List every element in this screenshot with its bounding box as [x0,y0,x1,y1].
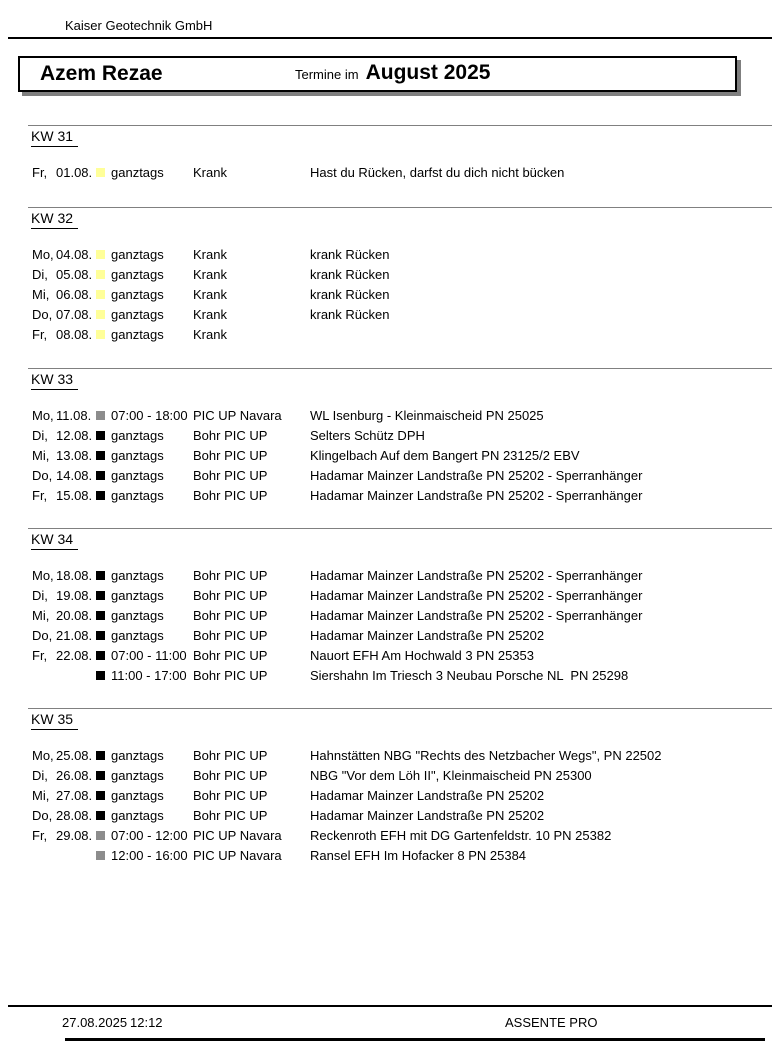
row-day: Mo, [32,747,54,763]
row-type: Bohr PIC UP [193,467,268,483]
appointment-row [0,485,780,505]
week-heading: KW 35 [31,711,78,730]
row-time: ganztags [111,246,164,262]
row-description: Hadamar Mainzer Landstraße PN 25202 [310,787,545,803]
row-day: Fr, [32,326,48,342]
row-date: 29.08. [56,827,93,843]
row-type: PIC UP Navara [193,847,282,863]
appointment-row [0,665,780,685]
header-rule [8,37,772,39]
status-square-icon [96,310,105,319]
row-day: Fr, [32,164,48,180]
appointment-row [0,565,780,585]
row-date: 11.08. [56,407,92,423]
employee-name: Azem Rezae [40,62,163,85]
row-type: Bohr PIC UP [193,747,268,763]
row-type: Bohr PIC UP [193,567,268,583]
status-square-icon [96,491,105,500]
week-heading: KW 34 [31,531,78,550]
row-time: ganztags [111,587,164,603]
status-square-icon [96,851,105,860]
section-divider [28,125,772,126]
status-square-icon [96,411,105,420]
section-divider [28,368,772,369]
row-time: ganztags [111,627,164,643]
title-box [18,56,737,92]
appointment-row [0,244,780,264]
row-description: Hast du Rücken, darfst du dich nicht bücken [310,164,565,180]
row-time: ganztags [111,467,164,483]
row-description: krank Rücken [310,286,390,302]
row-time: 12:00 - 16:00 [111,847,188,863]
row-day: Mo, [32,407,54,423]
row-day: Do, [32,306,53,322]
row-time: ganztags [111,306,164,322]
status-square-icon [96,611,105,620]
status-square-icon [96,631,105,640]
row-type: Bohr PIC UP [193,427,268,443]
row-description: NBG "Vor dem Löh II", Kleinmaischeid PN 25300 [310,767,592,783]
bottom-rule [65,1038,765,1041]
section-divider [28,708,772,709]
row-description: Nauort EFH Am Hochwald 3 PN 25353 [310,647,534,663]
row-date: 08.08. [56,326,93,342]
status-square-icon [96,671,105,680]
status-square-icon [96,250,105,259]
row-time: ganztags [111,286,164,302]
appointment-row [0,425,780,445]
row-day: Mi, [32,286,50,302]
marker-cell [96,591,111,600]
marker-cell [96,290,111,299]
row-description: Hadamar Mainzer Landstraße PN 25202 - Sperranhänger [310,487,643,503]
company-name: Kaiser Geotechnik GmbH [65,18,213,33]
marker-cell [96,270,111,279]
row-date: 26.08. [56,767,93,783]
row-date: 27.08. [56,787,93,803]
row-date: 12.08. [56,427,93,443]
row-day: Mi, [32,447,50,463]
status-square-icon [96,751,105,760]
marker-cell [96,831,111,840]
row-time: ganztags [111,787,164,803]
appointment-row [0,445,780,465]
appointment-rows [0,405,780,505]
row-description: krank Rücken [310,266,390,282]
row-date: 01.08. [56,164,93,180]
row-date: 18.08. [56,567,93,583]
appointment-row [0,284,780,304]
appointment-row [0,264,780,284]
row-time: ganztags [111,487,164,503]
appointment-row [0,162,780,182]
row-date: 25.08. [56,747,93,763]
appointment-row [0,825,780,845]
row-date: 21.08. [56,627,93,643]
appointment-row [0,805,780,825]
status-square-icon [96,471,105,480]
row-time: ganztags [111,567,164,583]
row-day: Di, [32,587,48,603]
marker-cell [96,168,111,177]
row-time: ganztags [111,767,164,783]
row-day: Di, [32,767,48,783]
row-date: 05.08. [56,266,93,282]
row-date: 19.08. [56,587,93,603]
row-day: Fr, [32,647,48,663]
marker-cell [96,611,111,620]
status-square-icon [96,651,105,660]
row-type: Krank [193,286,227,302]
status-square-icon [96,571,105,580]
appointment-row [0,645,780,665]
appointment-row [0,465,780,485]
row-time: 11:00 - 17:00 [111,667,187,683]
section-divider [28,207,772,208]
row-day: Do, [32,627,53,643]
appointment-row [0,605,780,625]
marker-cell [96,571,111,580]
row-description: Hahnstätten NBG "Rechts des Netzbacher Wegs", PN 22502 [310,747,662,763]
row-day: Mo, [32,567,54,583]
row-description: Hadamar Mainzer Landstraße PN 25202 - Sperranhänger [310,567,643,583]
week-heading: KW 32 [31,210,78,229]
row-description: Hadamar Mainzer Landstraße PN 25202 [310,627,545,643]
status-square-icon [96,771,105,780]
marker-cell [96,250,111,259]
status-square-icon [96,168,105,177]
marker-cell [96,411,111,420]
row-day: Mi, [32,607,50,623]
row-day: Mi, [32,787,50,803]
row-description: Selters Schütz DPH [310,427,425,443]
row-time: ganztags [111,747,164,763]
appointment-row [0,625,780,645]
row-description: WL Isenburg - Kleinmaischeid PN 25025 [310,407,544,423]
appointment-row [0,785,780,805]
week-heading: KW 31 [31,128,78,147]
row-time: 07:00 - 12:00 [111,827,188,843]
row-type: Bohr PIC UP [193,607,268,623]
marker-cell [96,330,111,339]
footer-date: 27.08.2025 [62,1015,128,1030]
week-heading: KW 33 [31,371,78,390]
appointment-rows [0,244,780,344]
row-type: Bohr PIC UP [193,807,268,823]
row-date: 13.08. [56,447,93,463]
row-day: Do, [32,467,53,483]
row-day: Di, [32,266,48,282]
row-description: Ransel EFH Im Hofacker 8 PN 25384 [310,847,527,863]
status-square-icon [96,591,105,600]
row-description: Hadamar Mainzer Landstraße PN 25202 - Sperranhänger [310,467,643,483]
appointment-rows [0,565,780,685]
appointment-rows [0,162,780,182]
row-type: Krank [193,326,227,342]
row-time: ganztags [111,807,164,823]
marker-cell [96,851,111,860]
marker-cell [96,631,111,640]
row-date: 22.08. [56,647,93,663]
marker-cell [96,451,111,460]
marker-cell [96,431,111,440]
row-date: 14.08. [56,467,93,483]
status-square-icon [96,791,105,800]
row-time: ganztags [111,326,164,342]
row-date: 20.08. [56,607,93,623]
marker-cell [96,651,111,660]
marker-cell [96,310,111,319]
appointment-row [0,324,780,344]
status-square-icon [96,431,105,440]
appointment-row [0,845,780,865]
status-square-icon [96,831,105,840]
row-description: Hadamar Mainzer Landstraße PN 25202 [310,807,545,823]
status-square-icon [96,290,105,299]
marker-cell [96,771,111,780]
marker-cell [96,791,111,800]
row-description: Hadamar Mainzer Landstraße PN 25202 - Sperranhänger [310,587,643,603]
marker-cell [96,811,111,820]
row-type: Bohr PIC UP [193,587,268,603]
row-type: Krank [193,266,227,282]
appointment-row [0,304,780,324]
row-type: Bohr PIC UP [193,667,268,683]
row-type: Krank [193,306,227,322]
row-type: Bohr PIC UP [193,447,268,463]
row-time: ganztags [111,427,164,443]
title-right [295,61,490,85]
appointment-row [0,745,780,765]
row-day: Di, [32,427,48,443]
row-type: PIC UP Navara [193,407,282,423]
row-day: Fr, [32,827,48,843]
row-type: Bohr PIC UP [193,487,268,503]
row-type: Bohr PIC UP [193,647,268,663]
appointment-rows [0,745,780,865]
row-time: ganztags [111,447,164,463]
row-date: 07.08. [56,306,93,322]
marker-cell [96,671,111,680]
status-square-icon [96,451,105,460]
row-day: Fr, [32,487,48,503]
row-type: Krank [193,246,227,262]
row-type: Bohr PIC UP [193,627,268,643]
row-date: 04.08. [56,246,93,262]
row-day: Do, [32,807,53,823]
section-divider [28,528,772,529]
marker-cell [96,491,111,500]
row-description: Hadamar Mainzer Landstraße PN 25202 - Sperranhänger [310,607,643,623]
footer-time: 12:12 [130,1015,163,1030]
row-type: Krank [193,164,227,180]
appointment-row [0,405,780,425]
row-day: Mo, [32,246,54,262]
row-type: Bohr PIC UP [193,767,268,783]
row-date: 15.08. [56,487,93,503]
row-type: Bohr PIC UP [193,787,268,803]
row-type: PIC UP Navara [193,827,282,843]
row-time: ganztags [111,164,164,180]
row-time: 07:00 - 18:00 [111,407,188,423]
appointment-row [0,765,780,785]
row-description: Klingelbach Auf dem Bangert PN 23125/2 EBV [310,447,580,463]
status-square-icon [96,811,105,820]
marker-cell [96,471,111,480]
title-prefix: Termine im [295,67,359,82]
row-time: ganztags [111,266,164,282]
status-square-icon [96,270,105,279]
footer-rule [8,1005,772,1007]
row-time: 07:00 - 11:00 [111,647,187,663]
row-date: 06.08. [56,286,93,302]
row-description: Reckenroth EFH mit DG Gartenfeldstr. 10 PN 25382 [310,827,612,843]
title-month: August 2025 [365,61,491,84]
row-time: ganztags [111,607,164,623]
row-date: 28.08. [56,807,93,823]
row-description: krank Rücken [310,246,390,262]
row-description: krank Rücken [310,306,390,322]
row-description: Siershahn Im Triesch 3 Neubau Porsche NL PN 25298 [310,667,629,683]
footer-app-name: ASSENTE PRO [505,1015,598,1030]
appointment-row [0,585,780,605]
status-square-icon [96,330,105,339]
marker-cell [96,751,111,760]
